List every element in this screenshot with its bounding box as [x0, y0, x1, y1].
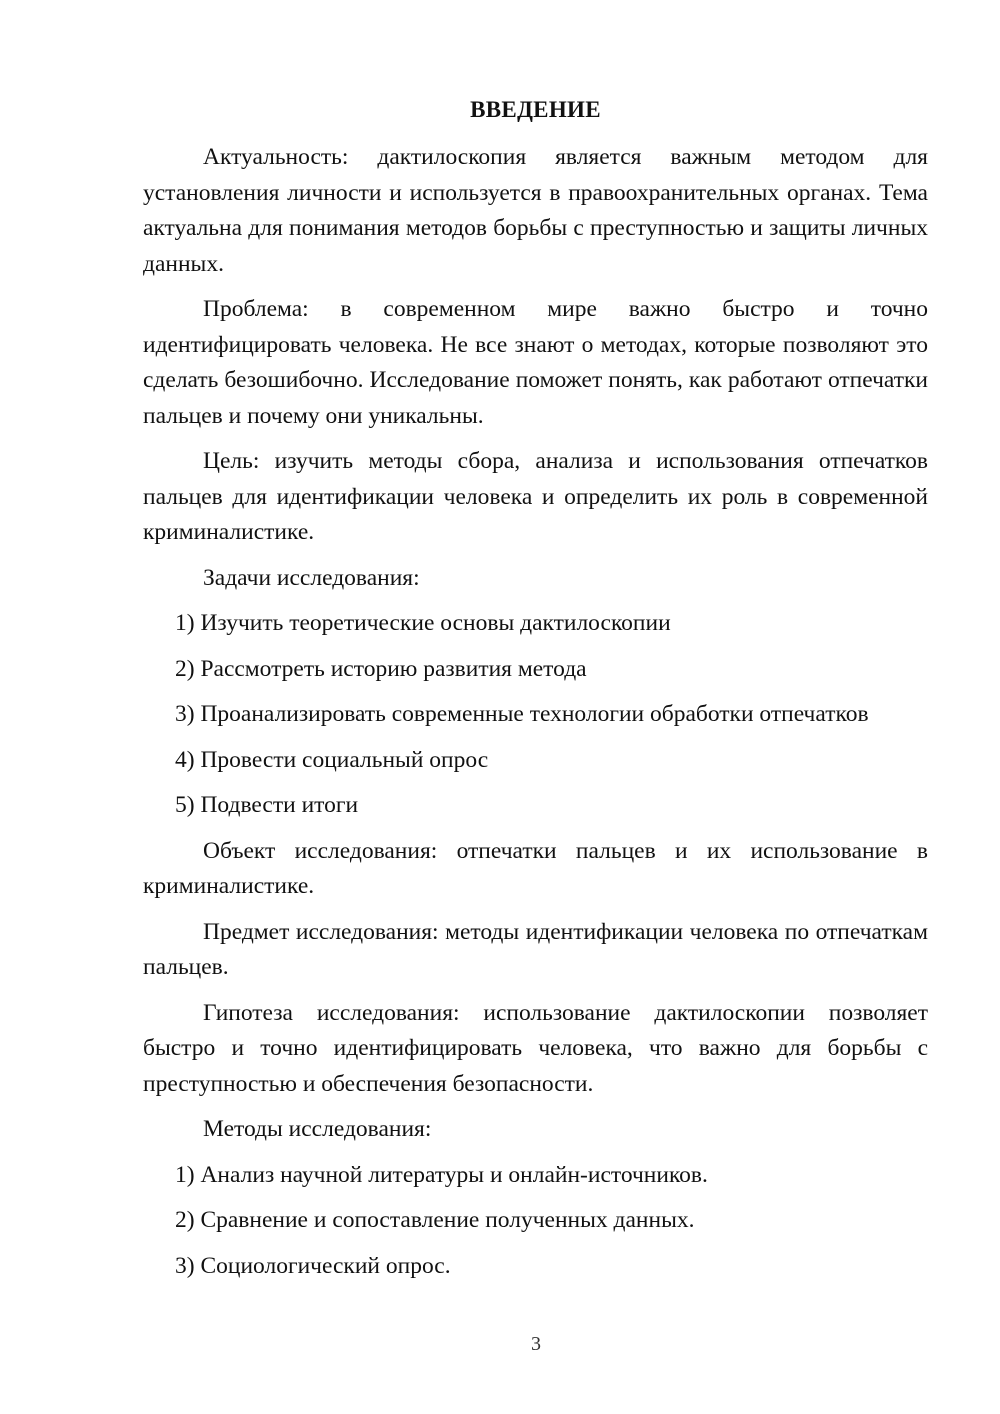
page-number: 3: [531, 1333, 541, 1355]
methods-heading: Методы исследования:: [203, 1116, 432, 1142]
problem-paragraph: Проблема: в современном мире важно быстро и точно идентифицировать человека. Не все знают о методах, которые позволяют это сделать безошибочно. Исследование поможет понять, как работают отпечатки пальцев и почему они уникальны.: [143, 296, 928, 429]
list-item: 3) Проанализировать современные технологии обработки отпечатков: [175, 701, 869, 727]
hypothesis-paragraph: Гипотеза исследования: использование дактилоскопии позволяет быстро и точно идентифицировать человека, что важно для борьбы с преступностью и обеспечения безопасности.: [143, 999, 928, 1097]
tasks-list: [143, 606, 928, 824]
page-title: ВВЕДЕНИЕ: [470, 97, 601, 122]
list-item: 2) Сравнение и сопоставление полученных данных.: [175, 1207, 695, 1233]
list-item: 4) Провести социальный опрос: [175, 746, 489, 773]
list-item: 3) Социологический опрос.: [175, 1252, 451, 1279]
document-page: [143, 92, 928, 1294]
list-item: 1) Изучить теоретические основы дактилоскопии: [175, 610, 671, 636]
relevance-paragraph: Актуальность: дактилоскопия является важным методом для установления личности и используется в правоохранительных органах. Тема актуальна для понимания методов борьбы с преступностью и защиты личных данных.: [143, 144, 928, 277]
goal-paragraph: Цель: изучить методы сбора, анализа и использования отпечатков пальцев для идентификации человека и определить их роль в современной криминалистике.: [143, 448, 928, 545]
methods-list: [143, 1158, 928, 1285]
list-item: 5) Подвести итоги: [175, 792, 359, 818]
list-item: 1) Анализ научной литературы и онлайн-источников.: [175, 1161, 708, 1188]
subject-paragraph: Предмет исследования: методы идентификации человека по отпечаткам пальцев.: [143, 918, 928, 980]
object-paragraph: Объект исследования: отпечатки пальцев и их использование в криминалистике.: [143, 837, 928, 899]
tasks-heading: Задачи исследования:: [203, 564, 420, 591]
list-item: 2) Рассмотреть историю развития метода: [175, 655, 587, 682]
